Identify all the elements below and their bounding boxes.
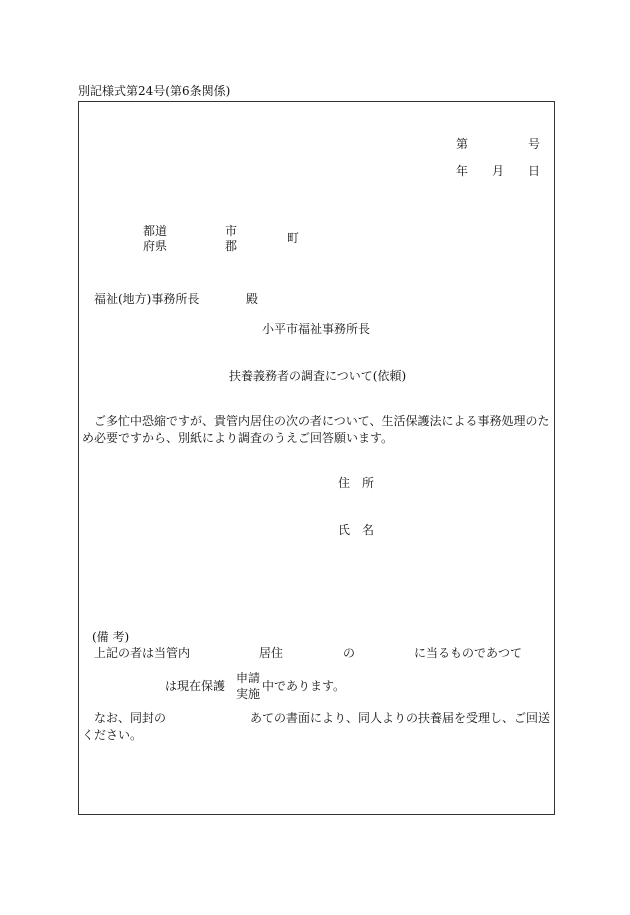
remarks-line1-a: 上記の者は当管内 bbox=[94, 646, 191, 660]
address-fuken: 府県 bbox=[143, 239, 168, 253]
date-hi: 日 bbox=[528, 164, 541, 178]
recipient-office: 福祉(地方)事務所長 bbox=[94, 292, 200, 306]
sender: 小平市福祉事務所長 bbox=[262, 322, 371, 336]
document-title: 扶養義務者の調査について(依頼) bbox=[229, 369, 407, 383]
body-text: ご多忙中恐縮ですが、貴管内居住の次の者について、生活保護法による事務処理のため必要ですから、別紙により調査のうえご回答願います。 bbox=[82, 414, 550, 445]
form-caption: 別記様式第24号(第6条関係) bbox=[78, 84, 231, 98]
address-machi: 町 bbox=[287, 231, 300, 245]
date-tsuki: 月 bbox=[492, 164, 505, 178]
date-nen: 年 bbox=[456, 164, 469, 178]
remarks-heading: (備 考) bbox=[92, 630, 130, 644]
number-dai: 第 bbox=[456, 137, 469, 151]
remarks-line1-b: 居住 bbox=[259, 646, 284, 660]
number-gou: 号 bbox=[528, 137, 541, 151]
remarks-line2-shinsei: 申請 bbox=[236, 671, 261, 685]
address-label: 住 所 bbox=[338, 476, 375, 490]
address-shi: 市 bbox=[225, 224, 238, 238]
address-todou: 都道 bbox=[143, 224, 168, 238]
address-gun: 郡 bbox=[225, 239, 238, 253]
remarks-line1-c: の bbox=[343, 646, 356, 660]
document-frame bbox=[78, 101, 555, 815]
recipient-tono: 殿 bbox=[246, 292, 259, 306]
remarks-line2-b: 中であります。 bbox=[262, 679, 346, 693]
remarks-line3: なお、同封の あての書面により、同人よりの扶養届を受理し、ご回送ください。 bbox=[82, 711, 551, 742]
remarks-line1-d: に当るものであつて bbox=[414, 646, 523, 660]
remarks-line2-jisshi: 実施 bbox=[236, 687, 261, 701]
name-label: 氏 名 bbox=[338, 523, 375, 537]
remarks-line2-a: は現在保護 bbox=[165, 679, 226, 693]
